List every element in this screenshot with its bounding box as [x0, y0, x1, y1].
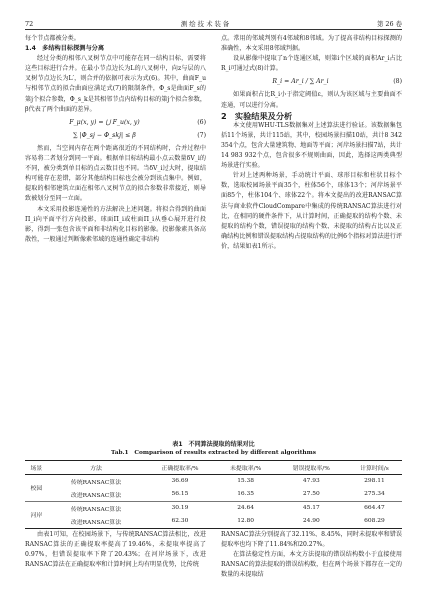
missed-rate-cell: 24.64: [216, 501, 276, 515]
table-row: [25, 515, 402, 529]
correct-rate-cell: 36.69: [171, 478, 189, 484]
paragraph: 设从影像中提取了n个连通区域，则第i个区域的面积Ar_i占比R_i可通过式(8)计算。: [221, 55, 402, 73]
table-header-row: [25, 461, 402, 475]
scene-cell: 河岸: [25, 501, 48, 528]
page-header: [25, 14, 402, 28]
equation-body: F_μ(x, y) = ⋃ F_u(x, y): [69, 118, 140, 126]
time-cell: 608.29: [364, 518, 385, 524]
section-heading-1-4: 1.4 多结构目标探测与分离: [25, 45, 105, 53]
table-caption-cn: 表1 不同算法提取的结果对比: [172, 441, 255, 448]
missed-rate-cell: 16.35: [237, 491, 255, 497]
column-header: 方法: [90, 465, 102, 472]
volume-label: 第 26 卷: [377, 20, 402, 28]
correct-rate-cell: 30.19: [144, 501, 215, 515]
paragraph: 针对上述两种场景，手动统计平面、球形目标和柱状目标个数，选取校园场景平面35个，柱体56个，球体13个；河岸场景平面85个，柱体104个、球体22个。将本文提出的改进RANSAC算法与商业软件CloudCompare中集成的传统RANSAC算法进行对比，在相同的硬件条件下，从计算时间，正确提取的结构个数、未提取的结构个数，错误提取的结构个数、未提取的结构占比以及正确结构比例和错误提取结构占提取结构的比例6个指标对算法进行评价，结果如表1所示。: [221, 172, 402, 250]
paragraph: RANSAC算法分别提高了32.11%、8.45%，同时未提取率和错误提取率也均下降了11.84%和20.27%。: [221, 531, 402, 549]
paragraph: 本文使用WHU-TLS数据集对上述算法进行验证。该数据集包括11个场景，共计115站，其中，校园场景扫描10站，共计8 342 354个点，包含大量建筑物、地面等平面；河岸场景扫描7站，共计14 983 932个点，包含很多不规则曲面，因此，选择这两类典型场景进行实验。: [221, 121, 402, 170]
method-cell: 改进RANSAC算法: [70, 519, 122, 526]
paragraph: 每个节点都被分类。: [25, 35, 80, 42]
journal-title: 测 绘 技 术 装 备: [180, 20, 230, 28]
equation-number: (6): [197, 118, 206, 126]
results-table-block: [25, 440, 402, 529]
equation-body: ∑ |Φ_sj − Φ_skj| ≤ β: [73, 131, 136, 139]
equation-8: [221, 77, 402, 87]
equation-number: (7): [197, 131, 206, 139]
column-header: 正确提取率/%: [161, 465, 199, 472]
method-cell: 传统RANSAC算法: [70, 479, 122, 486]
paragraph: 经过分类的相邻八叉树节点中可能存在同一结构目标，需要将这些目标进行合并。在最小节点边长为L的八叉树中，向z与层的八叉树节点边长为L′，则合并的依据可表示为式(6)。其中，曲面F_u与相邻节点的拟合曲面应满足式(7)的限制条件，Φ_s是曲面F_s的第j个拟合参数，Φ_s_k是其相邻节点内结构目标的第j个拟合参数，β代表了两个曲面的差异。: [25, 55, 206, 113]
correct-rate-cell: 62.30: [171, 518, 189, 524]
time-cell: 664.47: [347, 501, 402, 515]
column-header: 未提取率/%: [230, 465, 262, 472]
paragraph: 在算法稳定性方面，本文方法提取的错误结构数小于直接使用RANSAC的算法提取的错误结构数，但在两个场景下都存在一定的数量的未提取结: [221, 551, 402, 579]
table-row: [25, 474, 402, 488]
header-rule: [25, 29, 402, 30]
equation-7: [25, 131, 206, 141]
bottom-right-column: [221, 530, 402, 580]
table-row: [25, 501, 402, 515]
table-row: [25, 488, 402, 502]
wrong-rate-cell: 47.93: [302, 478, 320, 484]
wrong-rate-cell: 27.50: [302, 491, 320, 497]
column-header: 计算时间/s: [360, 465, 389, 472]
column-header: 错误提取率/%: [292, 465, 330, 472]
time-cell: 298.11: [364, 478, 385, 484]
method-cell: 传统RANSAC算法: [48, 501, 145, 515]
right-column: [221, 34, 402, 252]
scene-cell: 校园: [30, 486, 43, 492]
left-column: [25, 34, 206, 245]
method-cell: 改进RANSAC算法: [70, 492, 122, 499]
missed-rate-cell: 15.38: [237, 478, 255, 484]
missed-rate-cell: 12.80: [237, 518, 255, 524]
bottom-left-column: [25, 530, 206, 570]
equation-number: (8): [393, 78, 402, 86]
results-table: [25, 460, 402, 529]
wrong-rate-cell: 24.90: [302, 518, 320, 524]
column-header: 场景: [30, 465, 43, 472]
section-heading-2: 2 实验结果及分析: [221, 110, 293, 121]
paragraph: 点。常用的邻域判别有4邻域和8邻域。为了提高非结构目标探测的准确性，本文采用8邻域判据。: [221, 35, 402, 53]
time-cell: 275.34: [364, 491, 385, 497]
paragraph: 由表1可知，在校园场景下，与传统RANSAC算法相比，改进RANSAC算法的正确提取率提高了19.46%，未提取率提高了0.97%，但错误提取率下降了20.43%；在河岸场景下，改进RANSAC算法在正确提取率和计算时间上均有明显优势，比传统: [25, 531, 206, 569]
correct-rate-cell: 56.15: [171, 491, 189, 497]
equation-6: [25, 118, 206, 128]
page-number: 72: [25, 20, 34, 28]
wrong-rate-cell: 45.17: [276, 501, 347, 515]
paragraph: 然而，当空间内存在两个距离很近的不同结构时，合并过程中容易将二者划分到同一平面。根据单目标结构最小点云数量δV_i的不同，被分类到单目标的点云数目也不同。当δV_i过大时，提取结构可能存在差错，部分其他结构目标也会被分到该点集中。例如，提取的相邻建筑立面在相邻八叉树节点的拟合参数非常接近，则导致被划分至同一立面。: [25, 144, 206, 203]
paragraph: 本文采用投影连通性的方法解决上述问题。将拟合得到的曲面Π_i向平面平行方向投影，球面Π_i或柱面Π_i从垂心展开进行投影，得到一张包含该平面和非结构化目标的影像。投影像素具备高散性，一般通过判断像素邻域的连通性确定非结构: [25, 205, 206, 243]
paragraph: 如果面积占比R_i小于指定阈值ε，则认为该区域与主要曲面不连通，可以进行分离。: [221, 91, 402, 109]
table-caption-en: Tab.1 Comparison of results extracted by different algorithms: [110, 450, 317, 456]
equation-body: R_i = Ar_i / ∑ Ar_i: [272, 78, 329, 86]
